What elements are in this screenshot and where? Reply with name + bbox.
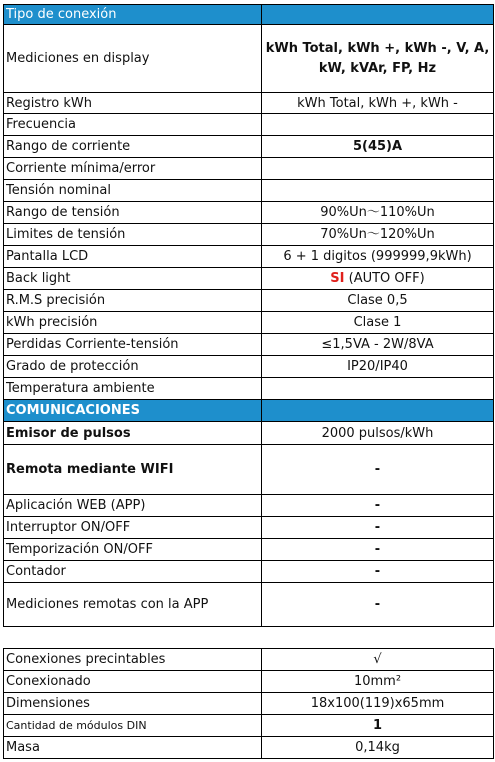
table-row	[4, 180, 494, 202]
row-label: Corriente mínima/error	[4, 158, 262, 180]
section-title: Tipo de conexión	[4, 5, 262, 25]
row-label: Mediciones en display	[4, 25, 262, 93]
table-row	[4, 737, 494, 759]
row-label: Grado de protección	[4, 356, 262, 378]
row-label: Aplicación WEB (APP)	[4, 495, 262, 517]
row-label: Back light	[4, 268, 262, 290]
row-label: Masa	[4, 737, 262, 759]
table-row	[4, 649, 494, 671]
row-value: Clase 0,5	[262, 290, 494, 312]
row-label: R.M.S precisión	[4, 290, 262, 312]
row-label: Cantidad de módulos DIN	[4, 715, 262, 737]
row-label: Interruptor ON/OFF	[4, 517, 262, 539]
row-value: kWh Total, kWh +, kWh -, V, A, kW, kVAr, FP, Hz	[262, 25, 494, 93]
row-value: 70%Un～120%Un	[262, 224, 494, 246]
row-value: 90%Un～110%Un	[262, 202, 494, 224]
row-value: 5(45)A	[262, 136, 494, 158]
table-row	[4, 268, 494, 290]
row-label: kWh precisión	[4, 312, 262, 334]
row-label: Conexiones precintables	[4, 649, 262, 671]
row-label: Dimensiones	[4, 693, 262, 715]
table-row	[4, 202, 494, 224]
table-row	[4, 158, 494, 180]
row-value	[262, 378, 494, 400]
table-row	[4, 445, 494, 495]
value-rest: (AUTO OFF)	[344, 271, 425, 286]
row-label: Emisor de pulsos	[4, 422, 262, 445]
row-label: Perdidas Corriente-tensión	[4, 334, 262, 356]
physical-spec-table	[3, 648, 494, 759]
row-value: -	[262, 517, 494, 539]
row-value: 2000 pulsos/kWh	[262, 422, 494, 445]
row-label: Remota mediante WIFI	[4, 445, 262, 495]
row-value: 10mm²	[262, 671, 494, 693]
row-value: 18x100(119)x65mm	[262, 693, 494, 715]
row-value	[262, 180, 494, 202]
table-row	[4, 25, 494, 93]
table-row	[4, 378, 494, 400]
section-title: COMUNICACIONES	[4, 400, 262, 422]
section-header-conexion	[4, 5, 494, 25]
row-value	[262, 158, 494, 180]
row-label: Limites de tensión	[4, 224, 262, 246]
row-value: -	[262, 561, 494, 583]
table-row	[4, 422, 494, 445]
row-value: 6 + 1 digitos (999999,9kWh)	[262, 246, 494, 268]
table-row	[4, 224, 494, 246]
section-empty-cell	[262, 400, 494, 422]
row-label: Registro kWh	[4, 93, 262, 114]
table-row	[4, 583, 494, 627]
row-label: Tensión nominal	[4, 180, 262, 202]
row-value: -	[262, 495, 494, 517]
table-row	[4, 93, 494, 114]
section-header-comunicaciones	[4, 400, 494, 422]
table-row	[4, 312, 494, 334]
table-row	[4, 136, 494, 158]
table-row	[4, 517, 494, 539]
row-label: Pantalla LCD	[4, 246, 262, 268]
table-row	[4, 671, 494, 693]
table-row	[4, 693, 494, 715]
row-value: kWh Total, kWh +, kWh -	[262, 93, 494, 114]
row-label: Rango de corriente	[4, 136, 262, 158]
table-row	[4, 715, 494, 737]
row-label: Conexionado	[4, 671, 262, 693]
row-value	[262, 268, 494, 290]
row-value: -	[262, 445, 494, 495]
table-row	[4, 356, 494, 378]
table-row	[4, 495, 494, 517]
row-value	[262, 114, 494, 136]
table-row	[4, 561, 494, 583]
row-value: 1	[262, 715, 494, 737]
row-label: Temperatura ambiente	[4, 378, 262, 400]
row-value: -	[262, 539, 494, 561]
row-value: 0,14kg	[262, 737, 494, 759]
table-row	[4, 290, 494, 312]
value-highlight: SI	[330, 271, 345, 286]
row-label: Contador	[4, 561, 262, 583]
row-label: Frecuencia	[4, 114, 262, 136]
section-empty-cell	[262, 5, 494, 25]
row-value: ≤1,5VA - 2W/8VA	[262, 334, 494, 356]
table-row	[4, 114, 494, 136]
row-value: IP20/IP40	[262, 356, 494, 378]
row-value: Clase 1	[262, 312, 494, 334]
table-row	[4, 539, 494, 561]
spec-table	[3, 4, 494, 627]
row-value: -	[262, 583, 494, 627]
row-label: Temporización ON/OFF	[4, 539, 262, 561]
row-label: Rango de tensión	[4, 202, 262, 224]
row-label: Mediciones remotas con la APP	[4, 583, 262, 627]
table-row	[4, 246, 494, 268]
row-value: √	[262, 649, 494, 671]
table-row	[4, 334, 494, 356]
